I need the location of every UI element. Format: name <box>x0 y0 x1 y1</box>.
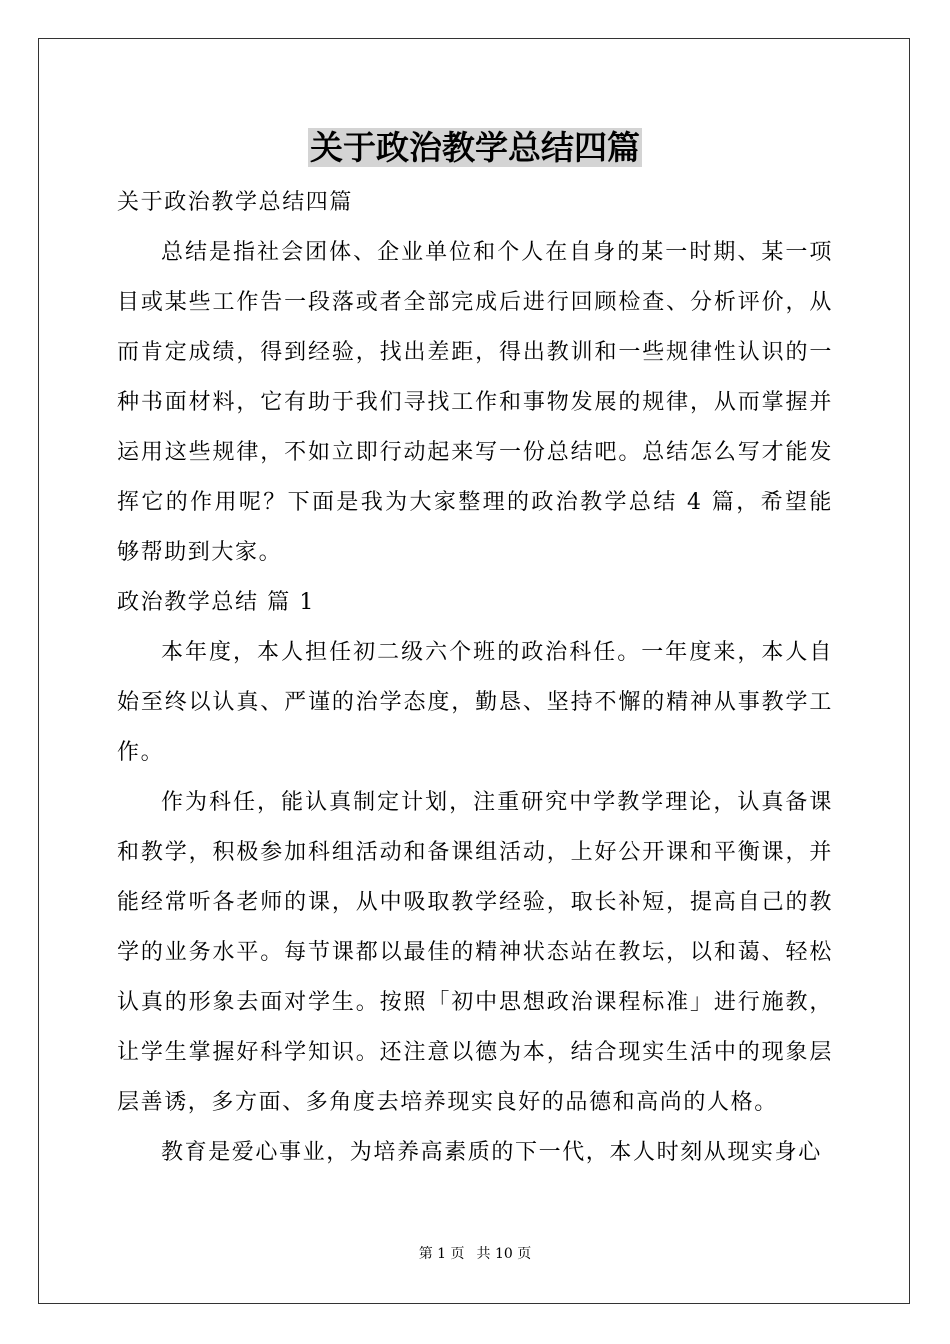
body-paragraph-3: 教育是爱心事业，为培养高素质的下一代，本人时刻从现实身心 <box>161 1140 822 1165</box>
page-footer <box>0 1244 950 1264</box>
intro-paragraph: 总结是指社会团体、企业单位和个人在自身的某一时期、某一项目或某些工作告一段落或者全部完成后进行回顾检查、分析评价，从而肯定成绩，得到经验，找出差距，得出教训和一些规律性认识的一种书面材料，它有助于我们寻找工作和事物发展的规律，从而掌握并运用这些规律，不如立即行动起来写一份总结吧。总结怎么写才能发挥它的作用呢？下面是我为大家整理的政治教学总结 4 篇，希望能够帮助到大家。 <box>117 240 833 565</box>
document-title-text: 关于政治教学总结四篇 <box>310 128 640 167</box>
document-subtitle: 关于政治教学总结四篇 <box>117 190 354 215</box>
body-paragraph-1: 本年度，本人担任初二级六个班的政治科任。一年度来，本人自始至终以认真、严谨的治学态度，勤恳、坚持不懈的精神从事教学工作。 <box>117 640 833 765</box>
page-total: 共 10 页 <box>476 1246 532 1262</box>
page-number: 第 1 页 <box>418 1246 465 1262</box>
document-title <box>0 124 950 172</box>
document-body <box>117 178 833 1178</box>
body-paragraph-2: 作为科任，能认真制定计划，注重研究中学教学理论，认真备课和教学，积极参加科组活动和备课组活动，上好公开课和平衡课，并能经常听各老师的课，从中吸取教学经验，取长补短，提高自己的教学的业务水平。每节课都以最佳的精神状态站在教坛，以和蔼、轻松认真的形象去面对学生。按照「初中思想政治课程标准」进行施教，让学生掌握好科学知识。还注意以德为本，结合现实生活中的现象层层善诱，多方面、多角度去培养现实良好的品德和高尚的人格。 <box>117 790 833 1115</box>
section-heading: 政治教学总结 篇 1 <box>117 590 315 615</box>
